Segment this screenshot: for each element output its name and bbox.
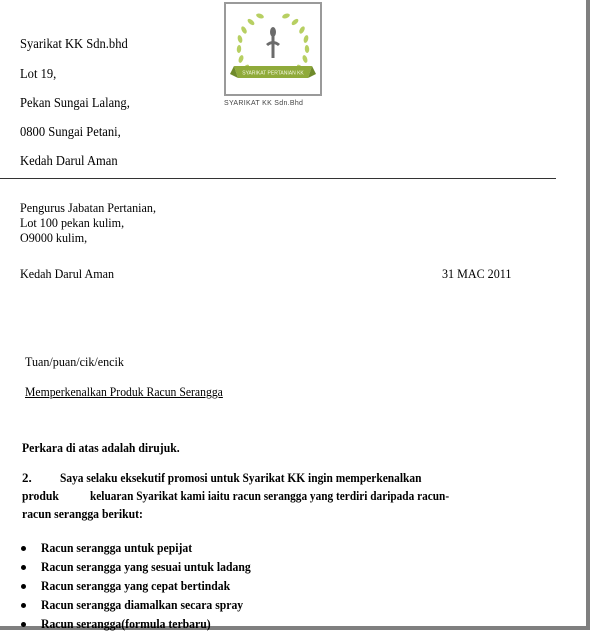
- bullet-icon: [21, 565, 26, 570]
- sender-address-line: 0800 Sungai Petani,: [20, 124, 121, 139]
- bullet-icon: [21, 622, 26, 627]
- paragraph-line: produk: [22, 488, 59, 503]
- sender-address-line: Pekan Sungai Lalang,: [20, 95, 130, 110]
- sender-address-line: Kedah Darul Aman: [20, 153, 118, 168]
- paragraph-line: keluaran Syarikat kami iaitu racun serangga yang terdiri daripada racun-: [90, 488, 450, 503]
- list-item: Racun serangga yang cepat bertindak: [20, 576, 274, 595]
- letter-date: 31 MAC 2011: [442, 266, 512, 281]
- salutation: Tuan/puan/cik/encik: [25, 354, 124, 369]
- sender-address-line: Lot 19,: [20, 66, 57, 81]
- laurel-emblem-icon: [226, 4, 320, 94]
- reference-line: Perkara di atas adalah dirujuk.: [22, 440, 180, 455]
- sender-company: Syarikat KK Sdn.bhd: [20, 36, 128, 51]
- paragraph-line: racun serangga berikut:: [22, 506, 143, 521]
- paragraph-line: Saya selaku eksekutif promosi untuk Syarikat KK ingin memperkenalkan: [60, 470, 422, 485]
- recipient-line: Lot 100 pekan kulim,: [20, 215, 125, 230]
- bullet-icon: [21, 546, 26, 551]
- bullet-icon: [21, 584, 26, 589]
- logo-ribbon-text: SYARIKAT PERTANIAN KK: [242, 70, 304, 77]
- product-list: [20, 538, 274, 633]
- recipient-line: O9000 kulim,: [20, 230, 88, 245]
- recipient-line: Kedah Darul Aman: [20, 266, 115, 281]
- paragraph-number: 2.: [22, 470, 32, 485]
- company-logo: [224, 2, 322, 96]
- list-item: Racun serangga diamalkan secara spray: [20, 595, 274, 614]
- subject-line: Memperkenalkan Produk Racun Serangga: [25, 384, 223, 399]
- list-item: Racun serangga yang sesuai untuk ladang: [20, 557, 274, 576]
- bullet-icon: [21, 603, 26, 608]
- list-item: Racun serangga untuk pepijat: [20, 538, 274, 557]
- recipient-line: Pengurus Jabatan Pertanian,: [20, 200, 156, 215]
- logo-caption: SYARIKAT KK Sdn.Bhd: [224, 100, 304, 107]
- header-divider: [0, 178, 556, 179]
- list-item: Racun serangga(formula terbaru): [20, 614, 274, 633]
